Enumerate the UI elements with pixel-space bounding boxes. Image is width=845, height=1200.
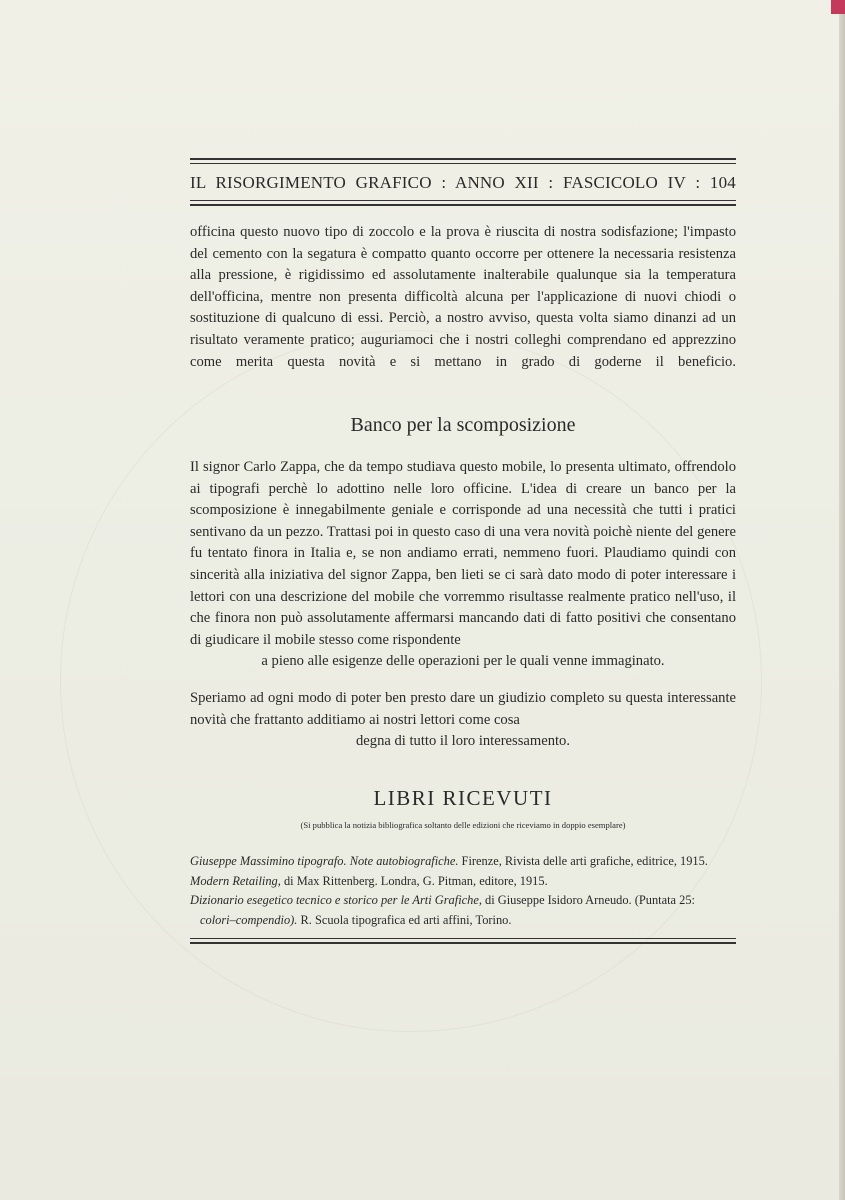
book-details: Firenze, Rivista delle arti grafiche, editrice, 1915. (458, 854, 708, 868)
book-details: di Max Rittenberg. Londra, G. Pitman, editore, 1915. (280, 873, 548, 888)
libri-note: (Si pubblica la notizia bibliografica soltanto delle edizioni che riceviamo in doppio esemplare) (300, 820, 626, 830)
page-edge (839, 0, 845, 1200)
book-title: Giuseppe Massimino tipografo. Note autobiografiche. (190, 854, 459, 868)
paragraph-banco (190, 457, 736, 673)
paragraph-last-line: a pieno alle esigenze delle operazioni per le quali venne immaginato. (261, 653, 665, 670)
page-corner-mark (831, 0, 845, 14)
paragraph-body: Il signor Carlo Zappa, che da tempo studiava questo mobile, lo presenta ultimato, offrendolo ai tipografi perchè lo adottino nelle loro officine. L'idea di creare un banco per la scomposizione è innegabilmente geniale e corrisponde ad una necessità che tutti i pratici sentivano da un pezzo. Trattasi poi in questo caso di una vera novità poichè niente del genere fu tentato finora in Italia e, se non andiamo errati, nemmeno fuori. Plaudiamo quindi con sincerità alla iniziativa del signor Zappa, ben lieti se ci sarà dato modo di poter interessare i lettori con una descrizione del mobile che vorremmo risultasse realmente pratico nell'uso, il che finora non può assolutamente affermarsi mancando dati di fatto positivi che consentano di giudicare il mobile stesso come rispondente (190, 459, 736, 648)
paragraph-text (190, 457, 736, 673)
rule-thin (190, 200, 736, 201)
book-list (190, 852, 736, 930)
book-details-continued: R. Scuola tipografica ed arti affini, Torino. (297, 912, 512, 927)
rule-thin (190, 938, 736, 939)
section-heading-libri: LIBRI RICEVUTI (373, 786, 553, 810)
paragraph-zoccolo (190, 222, 736, 373)
book-entry (190, 891, 736, 930)
book-title: Dizionario esegetico tecnico e storico per le Arti Grafiche, (190, 893, 482, 907)
footer-rule (190, 938, 736, 944)
header-rule-top (190, 158, 736, 164)
rule-thin (190, 163, 736, 164)
paragraph-speriamo (190, 688, 736, 753)
paragraph-last-line: degna di tutto il loro interessamento. (356, 733, 570, 750)
book-title: Modern Retailing, (190, 873, 281, 888)
paragraph-body: Speriamo ad ogni modo di poter ben presto dare un giudizio completo su questa interessante novità che frattanto additiamo ai nostri lettori come cosa (190, 690, 736, 728)
book-entry (190, 872, 736, 892)
section-heading-banco: Banco per la scomposizione (350, 414, 576, 436)
rule-thick (190, 942, 736, 944)
book-details: di Giuseppe Isidoro Arneudo. (Puntata 25: (481, 893, 695, 907)
rule-thick (190, 204, 736, 206)
paragraph-text (190, 688, 736, 753)
header-rule-bottom (190, 200, 736, 206)
running-head: IL RISORGIMENTO GRAFICO : ANNO XII : FASCICOLO IV : 104 (190, 173, 736, 192)
paragraph-text: officina questo nuovo tipo di zoccolo e la prova è riuscita di nostra sodisfazione; l'impasto del cemento con la segatura è compatto quanto occorre per ottenere la necessaria resistenza alla pressione, è rigidissimo ed assolutamente inalterabile qualunque sia la temperatura dell'officina, mentre non presenta difficoltà alcuna per l'applicazione di nuovi chiodi o sostituzione di qualcuno di essi. Perciò, a nostro avviso, questa volta siamo dinanzi ad un risultato veramente pratico; auguriamoci che i nostri colleghi comprendano ed apprezzino come merita questa novità e si mettano in grado di goderne il beneficio. (190, 224, 736, 370)
book-title-continued: colori–compendio). (200, 912, 298, 927)
book-entry (190, 852, 736, 872)
rule-thick (190, 158, 736, 160)
